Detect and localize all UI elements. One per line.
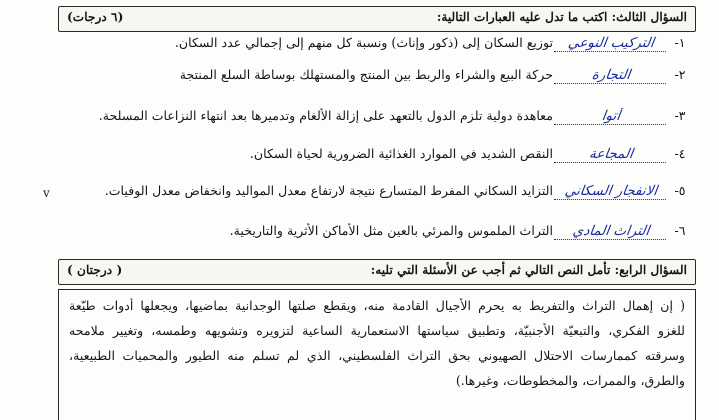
question-3-points: (٦ درجات) xyxy=(67,10,124,24)
handwritten-answer: التركيب النوعي xyxy=(554,35,668,52)
q3-item-4 xyxy=(31,146,691,170)
handwritten-answer: التجارة xyxy=(554,67,668,84)
handwritten-answer: المجاعة xyxy=(554,146,668,163)
passage-line: للغزو الفكري، والتبعيّة الأجنبيّة، وتطبيق سياستها الاستعمارية الساعية لتزويره وتشويهه وطمسه، وتغيير ملامحه xyxy=(69,323,685,338)
passage-line: ( إن إهمال التراث والتفريط به يحرم الأجيال القادمة منه، ويقطع صلتها الوجدانية بماضيها، ويجعلها أدوات طيّعة xyxy=(69,298,685,313)
item-number: ٢- xyxy=(674,67,686,82)
q3-item-1 xyxy=(31,35,691,59)
teacher-check-mark: v xyxy=(43,186,50,200)
handwritten-answer: التراث المادي xyxy=(554,223,668,240)
q3-item-5 xyxy=(31,183,691,207)
item-text: التزايد السكاني المفرط المتسارع نتيجة لارتفاع معدل المواليد وانخفاض معدل الوفيات. xyxy=(104,183,553,198)
item-text: معاهدة دولية تلزم الدول بالتعهد على إزالة الألغام وتدميرها بعد انتهاء النزاعات المسلحة. xyxy=(98,108,553,123)
question-4-title: السؤال الرابع: تأمل النص التالي ثم أجب عن الأسئلة التي تليه: xyxy=(370,263,687,277)
item-number: ٦- xyxy=(674,223,686,238)
item-text: التراث الملموس والمرئي بالعين مثل الأماكن الأثرية والتاريخية. xyxy=(229,223,553,238)
item-number: ٤- xyxy=(674,146,686,161)
q3-item-2 xyxy=(31,67,691,91)
item-text: توزيع السكان إلى (ذكور وإناث) ونسبة كل منهم إلى إجمالي عدد السكان. xyxy=(174,35,553,50)
handwritten-answer: أتوا xyxy=(554,108,668,125)
passage-line: وسرقته كممارسات الاحتلال الصهيوني بحق التراث الفلسطيني، الذي لم تسلم منه الطيور والمحميات الطبيعية، xyxy=(69,348,685,363)
item-number: ٣- xyxy=(674,108,686,123)
passage-line: والطرق، والممرات، والمخطوطات، وغيرها.) xyxy=(455,373,685,388)
item-text: النقص الشديد في الموارد الغذائية الضرورية لحياة السكان. xyxy=(249,146,553,161)
question-3-header xyxy=(58,6,696,32)
item-number: ٥- xyxy=(674,183,686,198)
question-3-title: السؤال الثالث: اكتب ما تدل عليه العبارات التالية: xyxy=(436,10,687,24)
item-number: ١- xyxy=(674,35,686,50)
question-4-header xyxy=(58,259,696,285)
question-4-points: ( درجتان ) xyxy=(67,263,123,277)
q3-item-6 xyxy=(31,223,691,247)
passage-box xyxy=(58,289,696,420)
handwritten-answer: الانفجار السكاني xyxy=(554,183,668,200)
q3-item-3 xyxy=(31,108,691,132)
item-text: حركة البيع والشراء والربط بين المنتج والمستهلك بوساطة السلع المنتجة xyxy=(179,67,553,82)
